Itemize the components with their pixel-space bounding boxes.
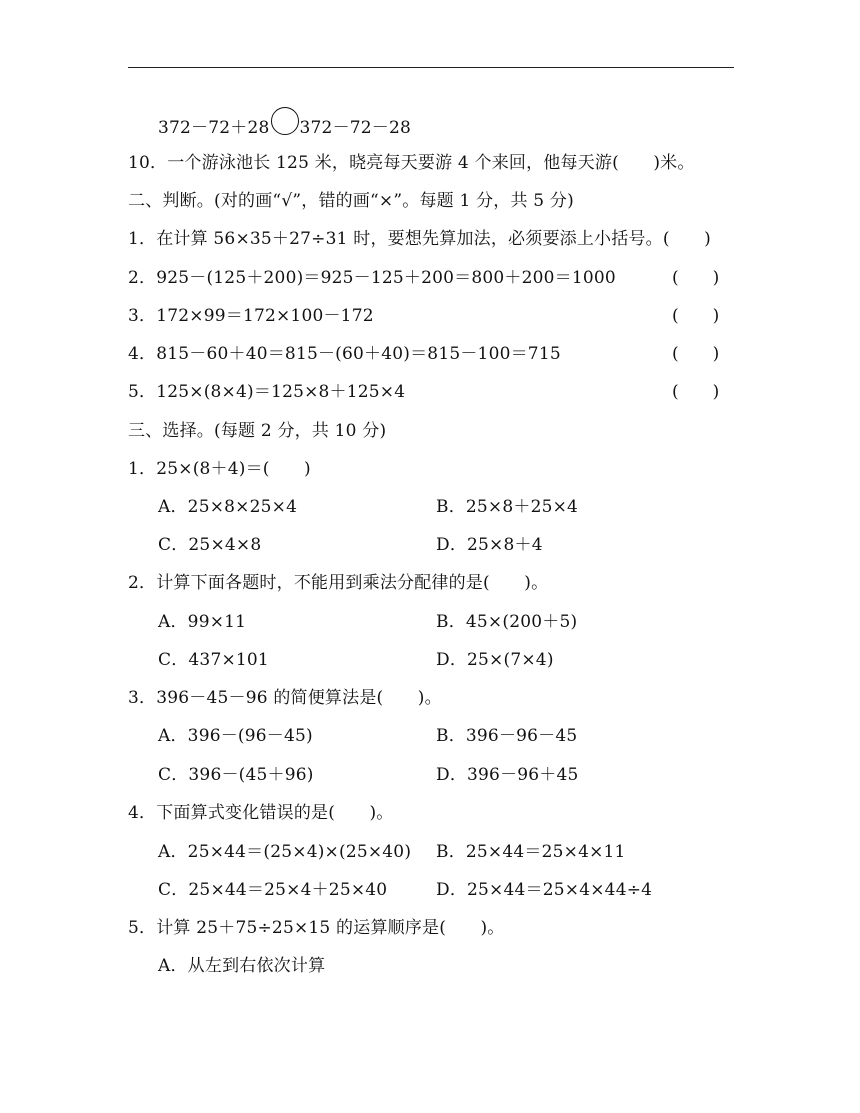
choice-3-option-b[interactable]: B．396－96－45 [436, 726, 578, 746]
compare-right: 372－72－28 [299, 118, 412, 138]
choice-2-option-c[interactable]: C．437×101 [158, 650, 269, 670]
choice-1-option-d[interactable]: D．25×8＋4 [436, 535, 543, 555]
choice-4-option-b[interactable]: B．25×44＝25×4×11 [436, 842, 626, 862]
compare-circle-blank[interactable] [271, 107, 299, 135]
section-2-title: 二、判断。(对的画“√”，错的画“×”。每题 1 分，共 5 分) [128, 191, 574, 211]
judge-item-2: 2．925－(125＋200)＝925－125＋200＝800＋200＝1000 [128, 268, 616, 288]
choice-1-option-c[interactable]: C．25×4×8 [158, 535, 262, 555]
choice-4-option-a[interactable]: A．25×44＝(25×4)×(25×40) [158, 842, 412, 862]
judge-item-5: 5．125×(8×4)＝125×8＋125×4 [128, 382, 406, 402]
choice-5-option-a[interactable]: A．从左到右依次计算 [158, 956, 326, 976]
choice-question-2: 2．计算下面各题时，不能用到乘法分配律的是( )。 [128, 573, 549, 593]
compare-question [158, 114, 411, 142]
choice-1-option-a[interactable]: A．25×8×25×4 [158, 497, 298, 517]
choice-4-option-c[interactable]: C．25×44＝25×4＋25×40 [158, 880, 388, 900]
choice-3-option-d[interactable]: D．396－96＋45 [436, 765, 579, 785]
choice-2-option-a[interactable]: A．99×11 [158, 612, 247, 632]
section-3-title: 三、选择。(每题 2 分，共 10 分) [128, 421, 387, 441]
judge-item-4: 4．815－60＋40＝815－(60＋40)＝815－100＝715 [128, 344, 561, 364]
choice-question-4: 4．下面算式变化错误的是( )。 [128, 803, 394, 823]
judge-blank-2[interactable]: ( ) [672, 268, 720, 288]
judge-item-1: 1．在计算 56×35＋27÷31 时，要想先算加法，必须要添上小括号。( ) [128, 229, 711, 249]
judge-blank-5[interactable]: ( ) [672, 382, 720, 402]
choice-1-option-b[interactable]: B．25×8＋25×4 [436, 497, 579, 517]
choice-2-option-d[interactable]: D．25×(7×4) [436, 650, 554, 670]
choice-question-1: 1．25×(8＋4)＝( ) [128, 459, 311, 479]
choice-2-option-b[interactable]: B．45×(200＋5) [436, 612, 578, 632]
judge-blank-4[interactable]: ( ) [672, 344, 720, 364]
choice-question-3: 3．396－45－96 的简便算法是( )。 [128, 688, 442, 708]
choice-4-option-d[interactable]: D．25×44＝25×4×44÷4 [436, 880, 653, 900]
choice-3-option-a[interactable]: A．396－(96－45) [158, 726, 313, 746]
question-10: 10．一个游泳池长 125 米，晓亮每天要游 4 个来回，他每天游( )米。 [128, 153, 695, 173]
judge-item-3: 3．172×99＝172×100－172 [128, 306, 374, 326]
judge-blank-3[interactable]: ( ) [672, 306, 720, 326]
choice-question-5: 5．计算 25＋75÷25×15 的运算顺序是( )。 [128, 918, 505, 938]
compare-left: 372－72＋28 [158, 118, 270, 138]
header-rule [128, 67, 734, 68]
choice-3-option-c[interactable]: C．396－(45＋96) [158, 765, 314, 785]
